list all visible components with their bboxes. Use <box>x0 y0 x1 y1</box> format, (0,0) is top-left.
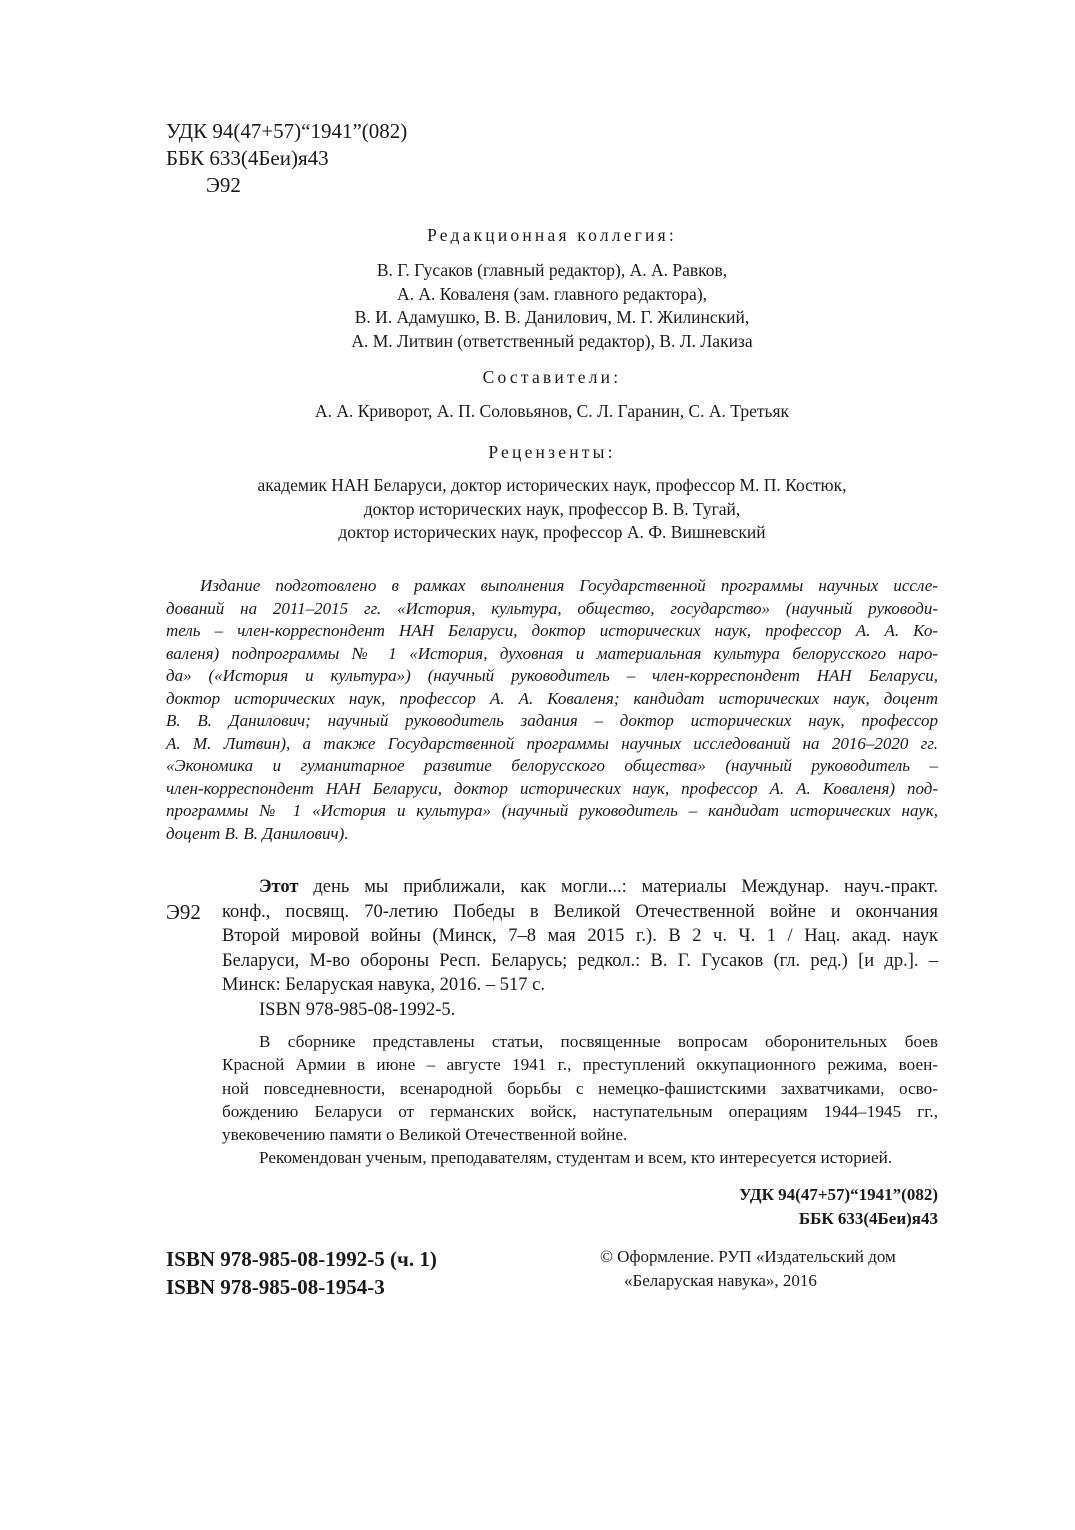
note-line: доктор исторических наук, профессор А. А. Коваленя; кандидат исторических наук, доцент <box>166 688 938 708</box>
note-line: «Экономика и гуманитарное развитие белорусского общества» (научный руководитель – <box>166 756 938 775</box>
reviewer-line: академик НАН Беларуси, доктор исторических наук, профессор М. П. Костюк, <box>257 475 847 495</box>
shelf-mark: Э92 <box>166 900 201 924</box>
reviewers-heading: Рецензенты: <box>488 442 616 462</box>
footer-classification-codes <box>739 1183 938 1231</box>
title-rest: день мы приближали, как могли...: материалы Междунар. науч.-практ. <box>298 877 938 897</box>
note-line: программы № 1 «История и культура» (научный руководитель – кандидат исторических наук, <box>166 801 938 820</box>
copyright-line: «Беларуская навука», 2016 <box>624 1271 817 1290</box>
note-line: доцент В. В. Данилович). <box>166 823 349 843</box>
reviewer-line: доктор исторических наук, профессор В. В. Тугай, <box>363 498 741 519</box>
footer-udk-code: УДК 94(47+57)“1941”(082) <box>739 1185 938 1204</box>
annotation-line: увековечению памяти о Великой Отечественной войне. <box>222 1125 628 1145</box>
bibliographic-record <box>222 875 938 1022</box>
isbn-set: ISBN 978-985-08-1954-3 <box>166 1275 385 1299</box>
note-line: тель – член-корреспондент НАН Беларуси, доктор исторических наук, профессор А. А. Ко- <box>166 621 938 640</box>
note-line: А. М. Литвин), а также Государственной программы научных исследований на 2016–2020 гг. <box>166 733 938 753</box>
editorial-board-line: В. Г. Гусаков (главный редактор), А. А. Равков, <box>376 260 728 280</box>
biblio-isbn: ISBN 978-985-08-1992-5. <box>259 999 456 1020</box>
note-line: В. В. Данилович; научный руководитель задания – доктор исторических наук, профессор <box>166 711 938 730</box>
annotation-line: бождению Беларуси от германских войск, наступательным операциям 1944–1945 гг., <box>222 1101 938 1121</box>
editorial-board-line: А. М. Литвин (ответственный редактор), В. Л. Лакиза <box>351 330 753 351</box>
biblio-line: Второй мировой войны (Минск, 7–8 мая 2015 г.). В 2 ч. Ч. 1 / Нац. акад. наук <box>222 926 938 946</box>
bbk-code: ББК 633(4Беи)я43 <box>166 146 329 170</box>
editorial-board-list <box>166 259 938 353</box>
isbn-block <box>166 1245 437 1301</box>
biblio-line: Минск: Беларуская навука, 2016. – 517 с. <box>222 975 545 995</box>
annotation-line: Красной Армии в июне – августе 1941 г., преступлений оккупационного режима, воен- <box>222 1055 938 1075</box>
biblio-line: конф., посвящ. 70-летию Победы в Великой Отечественной войне и окончания <box>222 901 938 922</box>
compilers-heading: Составители: <box>482 367 622 387</box>
note-line: член-корреспондент НАН Беларуси, доктор исторических наук, профессор А. А. Коваленя) под- <box>166 778 938 798</box>
annotation-line: В сборнике представлены статьи, посвященные вопросам оборонительных боев <box>259 1032 938 1051</box>
note-line: дований на 2011–2015 гг. «История, культура, общество, государство» (научный руководи- <box>166 598 938 618</box>
note-line: валеня) подпрограммы № 1 «История, духовная и материальная культура белорусского наро- <box>166 643 938 663</box>
annotation <box>222 1030 938 1170</box>
annotation-line: ной повседневности, всенародной борьбы с немецко-фашистскими захватчиками, осво- <box>222 1078 938 1098</box>
classification-codes <box>166 118 407 199</box>
copyright-line: © Оформление. РУП «Издательский дом <box>600 1247 896 1266</box>
title-word: Этот <box>259 877 299 897</box>
note-line: да» («История и культура») (научный руководитель – член-корреспондент НАН Беларуси, <box>166 666 938 685</box>
reviewer-line: доктор исторических наук, профессор А. Ф. Вишневский <box>338 522 766 542</box>
editorial-board-heading: Редакционная коллегия: <box>427 225 677 245</box>
isbn-part: ISBN 978-985-08-1992-5 (ч. 1) <box>166 1247 437 1271</box>
copyright-notice <box>600 1245 896 1293</box>
footer-bbk-code: ББК 633(4Беи)я43 <box>798 1209 938 1228</box>
compilers-line: А. А. Криворот, А. П. Соловьянов, С. Л. Гаранин, С. А. Третьяк <box>314 401 790 421</box>
editorial-board-line: В. И. Адамушко, В. В. Данилович, М. Г. Жилинский, <box>354 307 750 327</box>
udk-code: УДК 94(47+57)“1941”(082) <box>166 119 408 143</box>
funding-note <box>166 575 938 845</box>
note-line: Издание подготовлено в рамках выполнения Государственной программы научных иссле- <box>200 576 938 595</box>
recommendation-line: Рекомендован ученым, преподавателям, студентам и всем, кто интересуется историей. <box>259 1148 893 1168</box>
biblio-line <box>222 875 938 900</box>
biblio-line: Беларуси, М-во обороны Респ. Беларусь; редкол.: В. Г. Гусаков (гл. ред.) [и др.]. – <box>222 950 938 971</box>
author-mark: Э92 <box>206 173 241 197</box>
editorial-board-line: А. А. Коваленя (зам. главного редактора), <box>396 283 708 304</box>
compilers-list <box>166 400 938 424</box>
reviewers-list <box>166 474 938 545</box>
